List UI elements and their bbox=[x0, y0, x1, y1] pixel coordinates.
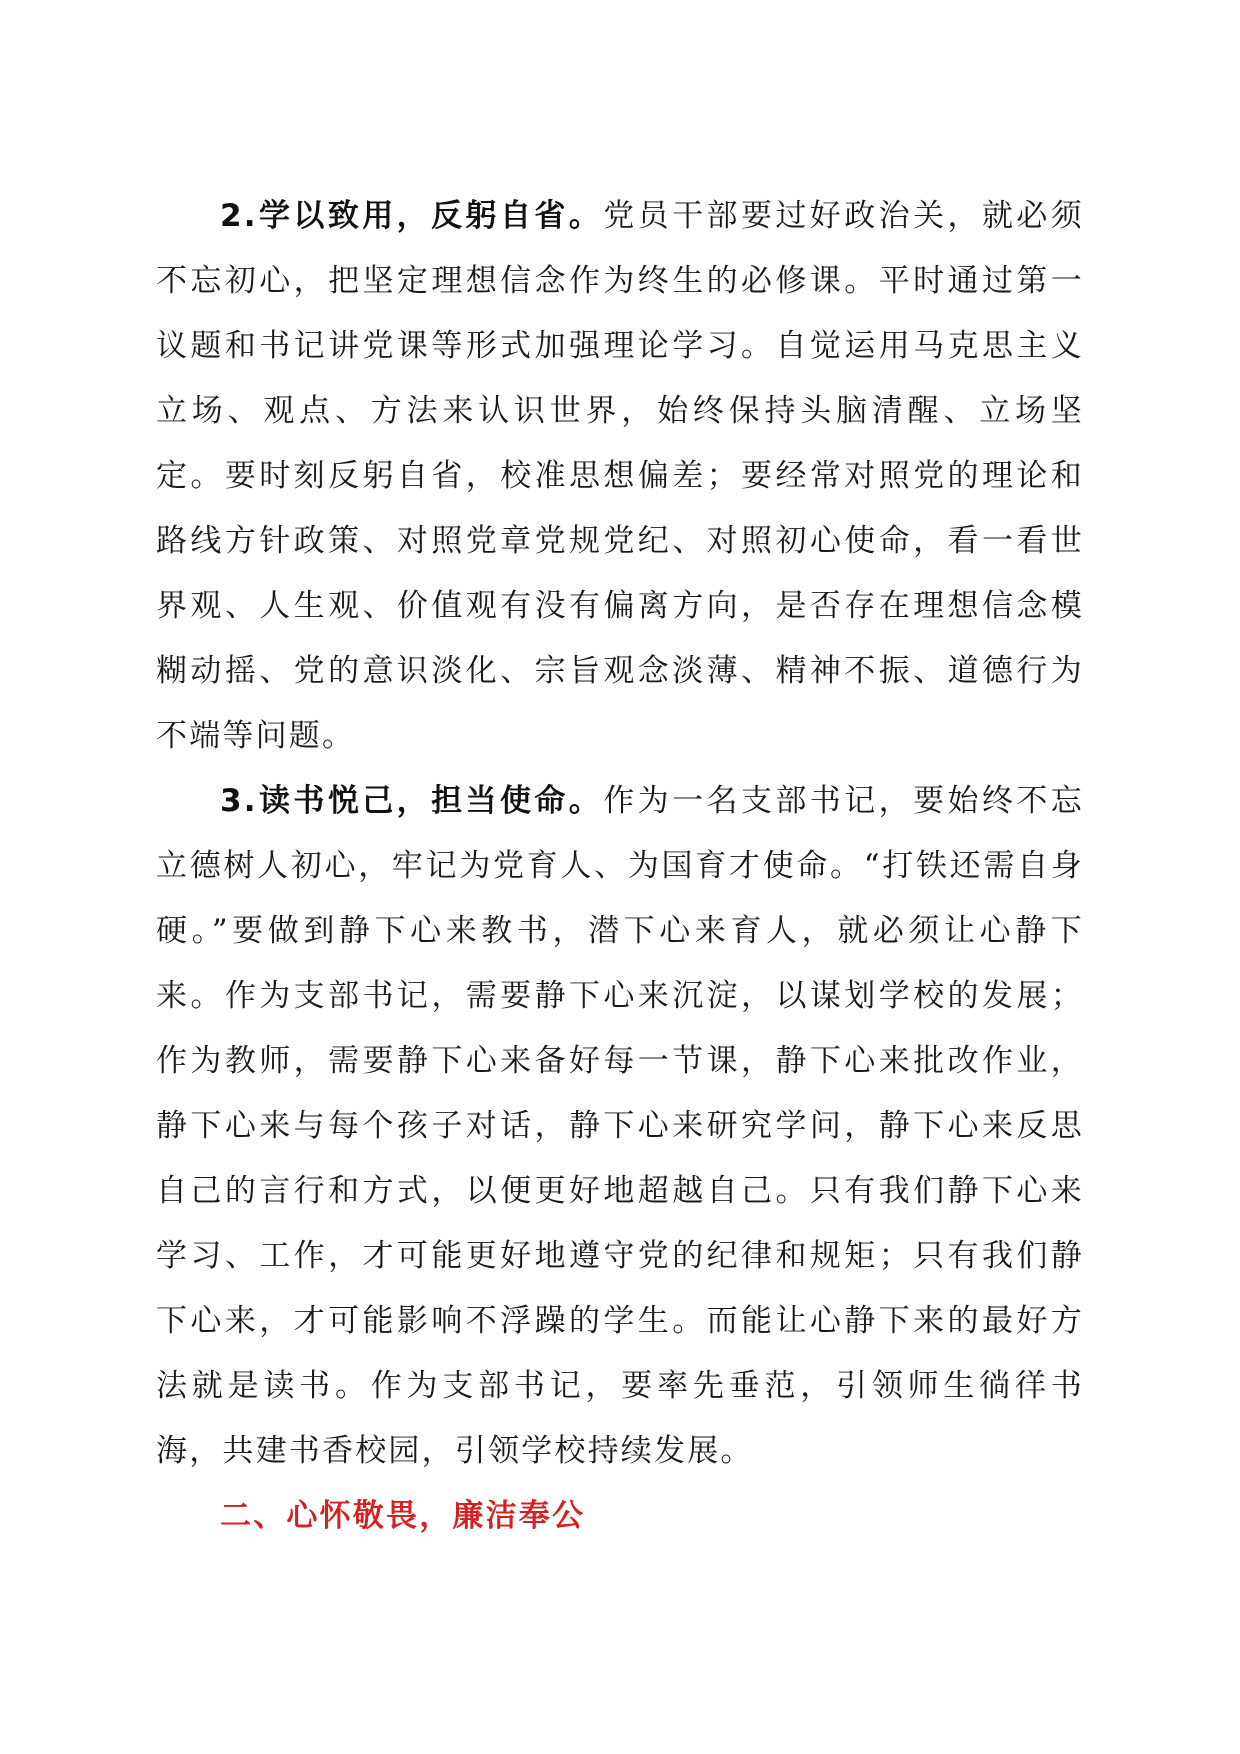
document-body bbox=[156, 184, 1084, 1549]
section-heading: 二、心怀敬畏，廉洁奉公 bbox=[220, 1498, 586, 1534]
paragraph-2-body: 党员干部要过好政治关，就必须不忘初心，把坚定理想信念作为终生的必修课。平时通过第一议题和书记讲党课等形式加强理论学习。自觉运用马克思主义立场、观点、方法来认识世界，始终保持头脑清醒、立场坚定。要时刻反躬自省，校准思想偏差；要经常对照党的理论和路线方针政策、对照党章党规党纪、对照初心使命，看一看世界观、人生观、价值观有没有偏离方向，是否存在理想信念模糊动摇、党的意识淡化、宗旨观念淡薄、精神不振、道德行为不端等问题。 bbox=[156, 198, 1084, 754]
paragraph-2-lead: 2.学以致用，反躬自省。 bbox=[220, 198, 604, 234]
paragraph-3-body: 作为一名支部书记，要始终不忘立德树人初心，牢记为党育人、为国育才使命。“打铁还需自身硬。”要做到静下心来教书，潜下心来育人，就必须让心静下来。作为支部书记，需要静下心来沉淀，以谋划学校的发展；作为教师，需要静下心来备好每一节课，静下心来批改作业，静下心来与每个孩子对话，静下心来研究学问，静下心来反思自己的言行和方式，以便更好地超越自己。只有我们静下心来学习、工作，才可能更好地遵守党的纪律和规矩；只有我们静下心来，才可能影响不浮躁的学生。而能让心静下来的最好方法就是读书。作为支部书记，要率先垂范，引领师生徜徉书海，共建书香校园，引领学校持续发展。 bbox=[156, 783, 1084, 1469]
paragraph-3 bbox=[156, 769, 1084, 1484]
paragraph-2 bbox=[156, 184, 1084, 769]
paragraph-3-lead: 3.读书悦己，担当使命。 bbox=[220, 783, 604, 819]
